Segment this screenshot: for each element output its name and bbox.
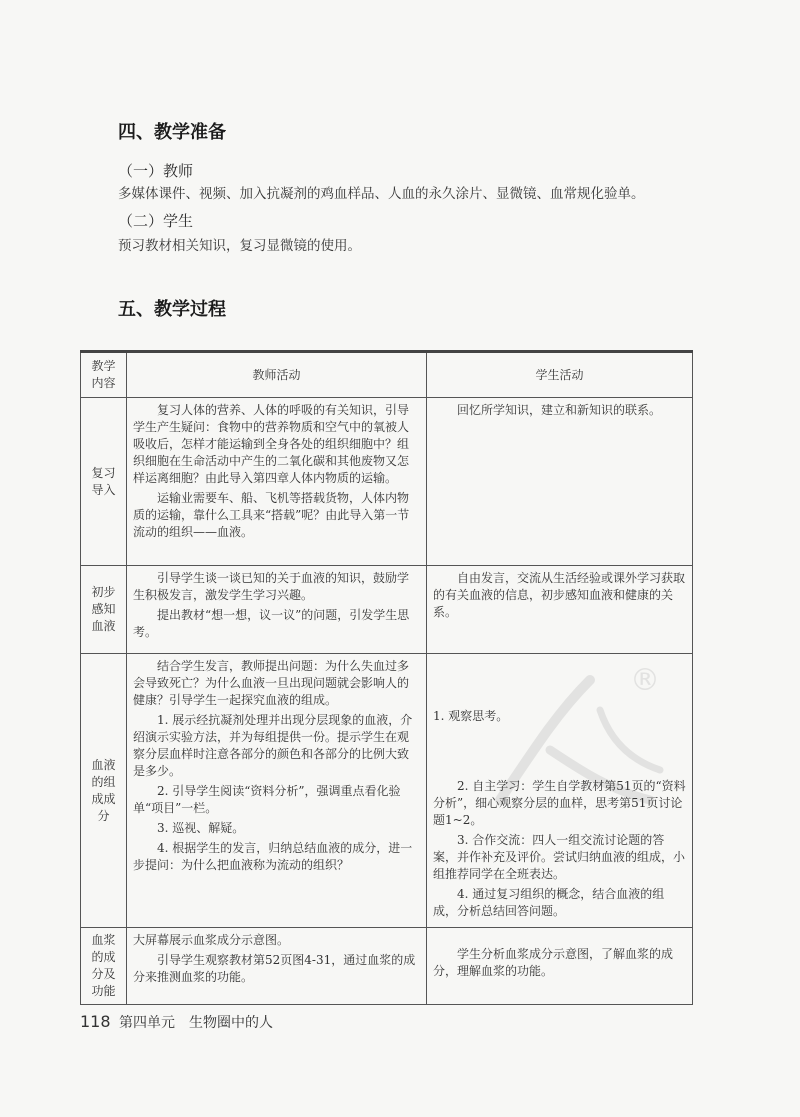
row-category [81, 928, 127, 1005]
table-row [81, 928, 693, 1005]
section-4-title: 四、教学准备 [118, 122, 226, 143]
student-activity-cell [427, 928, 693, 1005]
page-footer [80, 1012, 273, 1032]
table-row [81, 566, 693, 654]
row-category [81, 398, 127, 566]
teacher-activity-cell [127, 566, 427, 654]
category-line: 成成 [91, 791, 116, 806]
teacher-paragraph: 结合学生发言，教师提出问题：为什么失血过多会导致死亡？为什么血液一旦出现问题就会影响人的健康？引导学生一起探究血液的组成。 [133, 659, 410, 707]
spacer [433, 932, 686, 946]
header-teacher: 教师活动 [127, 352, 427, 398]
teacher-paragraph: 2. 引导学生阅读“资料分析”，强调重点看化验单“项目”一栏。 [133, 784, 401, 815]
page-number: 118 [80, 1012, 111, 1031]
teacher-paragraph: 提出教材“想一想，议一议”的问题，引发学生思考。 [133, 608, 410, 639]
table-row [81, 398, 693, 566]
category-line: 感知 [91, 602, 116, 616]
student-paragraph: 回忆所学知识，建立和新知识的联系。 [457, 403, 662, 417]
publisher-watermark-logo [480, 650, 670, 830]
teacher-paragraph: 3. 巡视、解疑。 [157, 821, 245, 835]
category-line: 功能 [91, 984, 116, 998]
category-line: 初步 [91, 585, 116, 599]
teacher-paragraph: 引导学生谈一谈已知的关于血液的知识，鼓励学生积极发言，激发学生学习兴趣。 [133, 571, 410, 602]
teacher-paragraph: 大屏幕展示血浆成分示意图。 [133, 933, 290, 947]
category-line: 血液 [91, 757, 116, 772]
row-category [81, 566, 127, 654]
category-line: 分 [97, 808, 110, 823]
category-line: 分及 [91, 967, 116, 981]
student-paragraph: 学生分析血浆成分示意图，了解血浆的成分，理解血浆的功能。 [433, 947, 674, 978]
header-content: 教学内容 [81, 352, 127, 398]
teacher-paragraph: 复习人体的营养、人体的呼吸的有关知识，引导学生产生疑问：食物中的营养物质和空气中的氧被人吸收后，怎样才能运输到全身各处的组织细胞中？组织细胞在生命活动中产生的二氧化碳和其他废物又怎样运离细胞？由此导入第四章人体内物质的运输。 [133, 403, 410, 485]
header-student: 学生活动 [427, 352, 693, 398]
category-line: 的成 [91, 950, 116, 964]
teacher-paragraph: 运输业需要车、船、飞机等搭载货物，人体内物质的运输，靠什么工具来“搭载”呢？由此导入第一节流动的组织——血液。 [133, 491, 410, 539]
category-line: 的组 [91, 774, 116, 789]
teacher-activity-cell [127, 654, 427, 928]
category-line: 复习 [91, 465, 116, 480]
student-activity-cell [427, 398, 693, 566]
section-5-title: 五、教学过程 [118, 299, 226, 320]
student-activity-cell [427, 566, 693, 654]
category-line: 血液 [91, 619, 116, 633]
student-paragraph: 2. 自主学习：学生自学教材第51页的“资料分析”，细心观察分层的血样，思考第51页讨论题1~2。 [433, 779, 686, 827]
table-header-row [81, 352, 693, 398]
student-prep-heading: （二）学生 [118, 212, 194, 230]
student-paragraph: 4. 通过复习组织的概念，结合血液的组成，分析总结回答问题。 [433, 887, 665, 918]
row-category [81, 654, 127, 928]
teacher-paragraph: 4. 根据学生的发言，归纳总结血液的成分，进一步提问：为什么把血液称为流动的组织？ [133, 841, 413, 872]
registered-mark: ® [630, 663, 660, 698]
student-paragraph: 1. 观察思考。 [433, 709, 509, 723]
teacher-prep-text: 多媒体课件、视频、加入抗凝剂的鸡血样品、人血的永久涂片、显微镜、血常规化验单。 [118, 186, 645, 202]
student-paragraph: 3. 合作交流：四人一组交流讨论题的答案，并作补充及评价。尝试归纳血液的组成，小组推荐同学在全班表达。 [433, 833, 686, 881]
category-line: 导入 [91, 482, 116, 497]
teacher-paragraph: 1. 展示经抗凝剂处理并出现分层现象的血液，介绍演示实验方法，并为每组提供一份。提示学生在观察分层血样时注意各部分的颜色和各部分的比例大致是多少。 [133, 713, 413, 778]
teacher-activity-cell [127, 928, 427, 1005]
unit-title: 第四单元 生物圈中的人 [119, 1015, 273, 1031]
category-line: 血浆 [91, 933, 116, 947]
teacher-paragraph: 引导学生观察教材第52页图4-31，通过血浆的成分来推测血浆的功能。 [133, 953, 416, 984]
student-paragraph: 自由发言，交流从生活经验或课外学习获取的有关血液的信息，初步感知血液和健康的关系。 [433, 571, 686, 619]
teacher-activity-cell [127, 398, 427, 566]
teacher-prep-heading: （一）教师 [118, 162, 194, 180]
student-prep-text: 预习教材相关知识，复习显微镜的使用。 [118, 238, 361, 254]
